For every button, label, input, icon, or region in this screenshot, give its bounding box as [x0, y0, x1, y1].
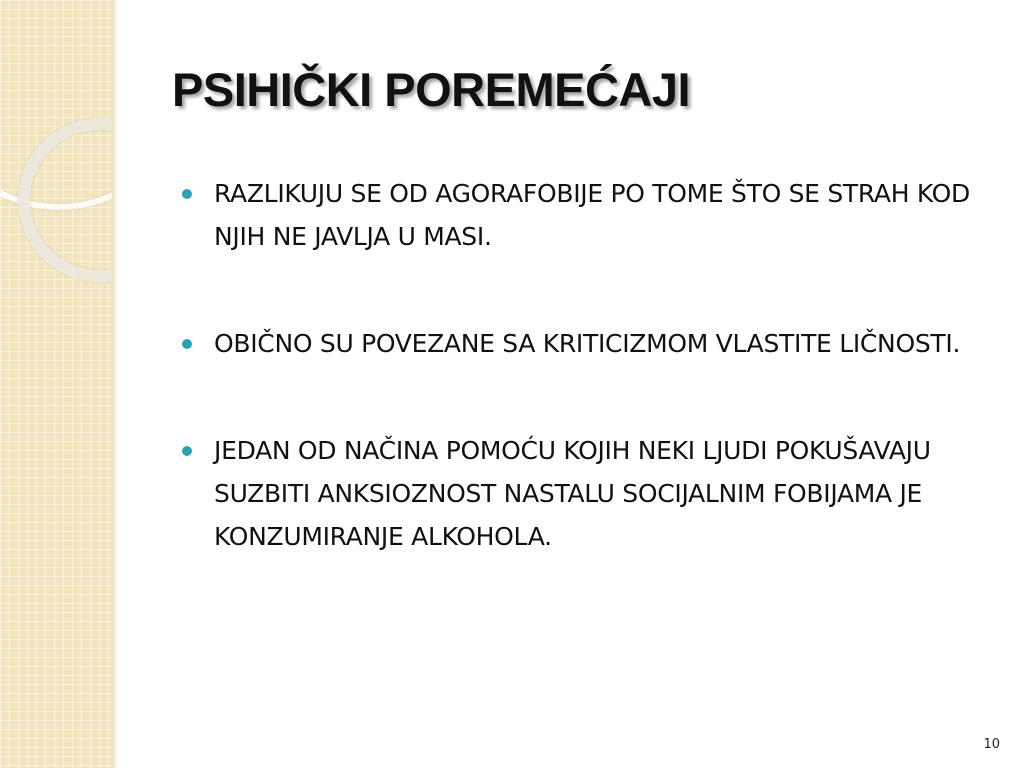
page-number: 10: [983, 737, 1000, 752]
decorative-side-band: [0, 0, 112, 768]
bullet-item: [180, 429, 980, 558]
bullet-list: [180, 172, 980, 558]
bullet-item: [180, 322, 980, 365]
bullet-text: OBIČNO SU POVEZANE SA KRITICIZMOM VLASTITE LIČNOSTI.: [214, 329, 961, 358]
bullet-dot-icon: [182, 189, 192, 199]
side-band-edge: [112, 0, 118, 768]
bullet-item: [180, 172, 980, 258]
slide-title: PSIHIČKI POREMEĆAJI: [172, 63, 691, 116]
bullet-text: JEDAN OD NAČINA POMOĆU KOJIH NEKI LJUDI POKUŠAVAJU SUZBITI ANKSIOZNOST NASTALU SOCIJALNIM FOBIJAMA JE KONZUMIRANJE ALKOHOLA.: [214, 436, 931, 551]
bullet-text: RAZLIKUJU SE OD AGORAFOBIJE PO TOME ŠTO SE STRAH KOD NJIH NE JAVLJA U MASI.: [214, 179, 970, 251]
bullet-dot-icon: [182, 446, 192, 456]
bullet-dot-icon: [182, 339, 192, 349]
